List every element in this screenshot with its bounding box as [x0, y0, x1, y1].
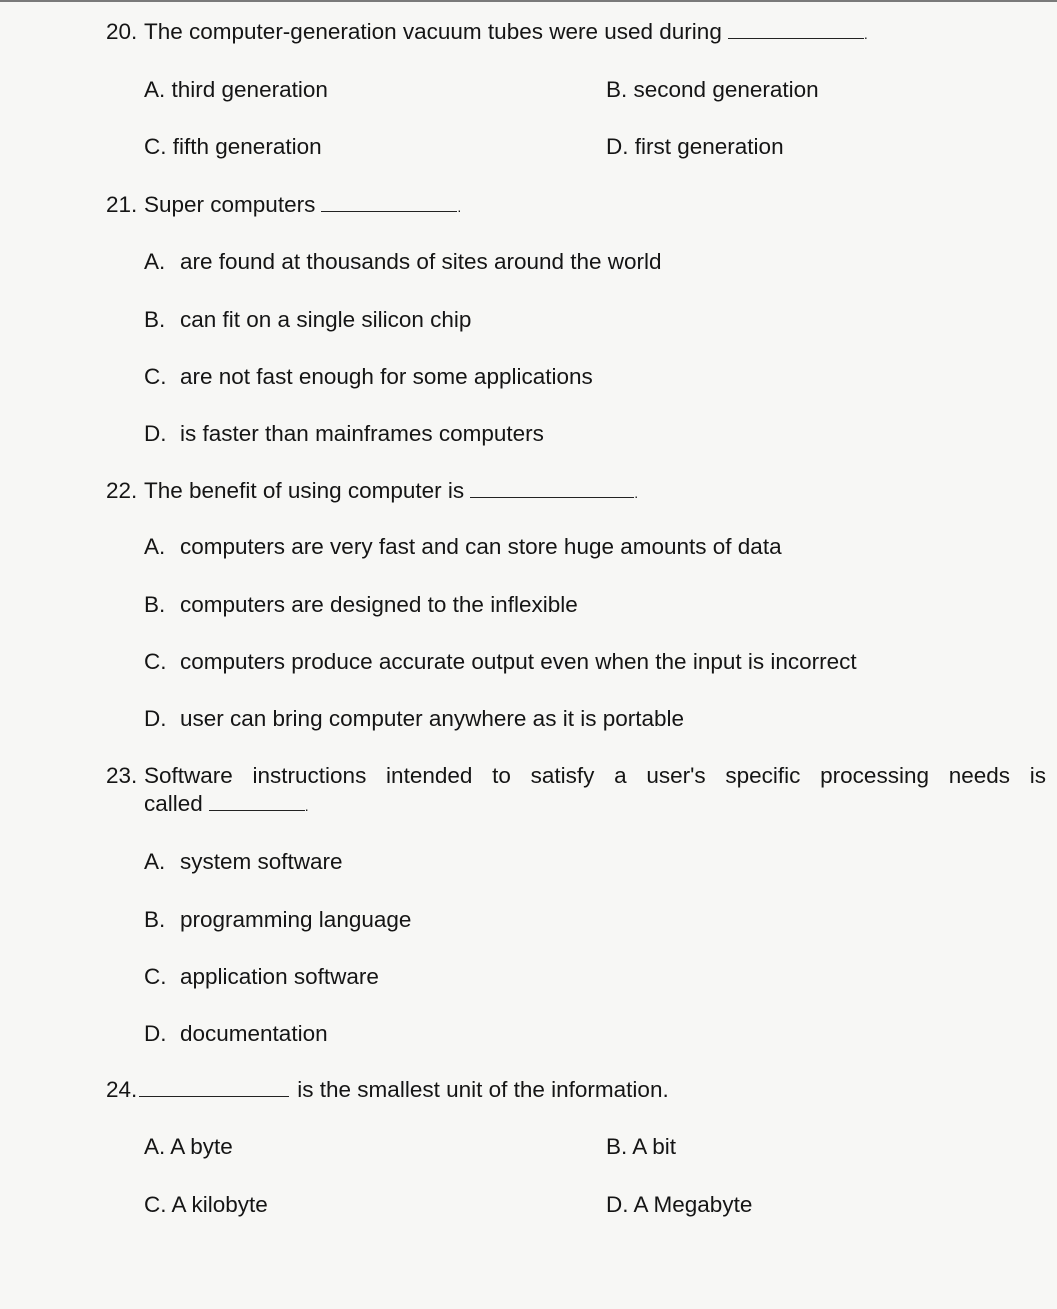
- question-22-blank: [470, 478, 634, 498]
- question-23-stem-line-1: [106, 762, 1046, 790]
- question-21-option-d-text: is faster than mainframes computers: [180, 421, 544, 446]
- question-24-blank: [139, 1077, 289, 1097]
- question-21-stem: [106, 191, 461, 221]
- question-21-text: Super computers: [144, 192, 316, 217]
- question-24-option-b: B. A bit: [606, 1134, 677, 1159]
- question-20-option-c: C. fifth generation: [144, 134, 322, 159]
- question-23-option-d: [144, 1020, 328, 1048]
- question-22-option-c-text: computers produce accurate output even when the input is incorrect: [180, 649, 857, 674]
- question-23-blank: [209, 791, 305, 811]
- question-24-text: is the smallest unit of the information.: [297, 1077, 669, 1102]
- question-20-text: The computer-generation vacuum tubes were used during: [144, 19, 722, 44]
- question-21-option-d: [144, 420, 544, 448]
- question-23-option-a-letter: A.: [144, 849, 166, 874]
- question-21-option-a-text: are found at thousands of sites around the world: [180, 249, 662, 274]
- question-22-option-b-letter: B.: [144, 592, 166, 617]
- question-22-option-d-letter: D.: [144, 706, 167, 731]
- question-21-option-b: [144, 306, 471, 334]
- question-21-period: .: [457, 199, 462, 215]
- question-23-option-d-text: documentation: [180, 1021, 328, 1046]
- question-23-text-line-1: Software instructions intended to satisfy a user's specific processing needs is: [144, 763, 1046, 788]
- question-23-option-c-letter: C.: [144, 964, 167, 989]
- question-21-option-b-letter: B.: [144, 307, 166, 332]
- question-20-number: 20.: [106, 19, 138, 44]
- question-21-blank: [321, 192, 457, 212]
- question-22-number: 22.: [106, 478, 138, 503]
- question-21-option-a: [144, 248, 662, 276]
- question-21-number: 21.: [106, 192, 138, 217]
- question-21-option-c-text: are not fast enough for some applications: [180, 364, 593, 389]
- question-24-number: 24.: [106, 1077, 138, 1102]
- question-23-number: 23.: [106, 763, 138, 788]
- question-24-stem: [106, 1076, 669, 1104]
- question-20-period: .: [863, 26, 868, 42]
- question-22-option-a-letter: A.: [144, 534, 166, 559]
- question-20-option-b: B. second generation: [606, 77, 819, 102]
- question-23-option-c: [144, 963, 379, 991]
- question-20-stem: [106, 18, 868, 48]
- top-border-line: [0, 0, 1057, 2]
- question-20-option-d: D. first generation: [606, 134, 784, 159]
- question-23-period: .: [304, 798, 309, 814]
- question-22-option-c-letter: C.: [144, 649, 167, 674]
- question-22-option-a-text: computers are very fast and can store huge amounts of data: [180, 534, 782, 559]
- question-21-option-a-letter: A.: [144, 249, 166, 274]
- question-23-option-b: [144, 906, 411, 934]
- question-23-option-b-text: programming language: [180, 907, 412, 932]
- question-24-option-d: D. A Megabyte: [606, 1192, 753, 1217]
- question-23-option-b-letter: B.: [144, 907, 166, 932]
- question-24-option-a: A. A byte: [144, 1134, 233, 1159]
- question-21-option-c-letter: C.: [144, 364, 167, 389]
- question-21-option-d-letter: D.: [144, 421, 167, 446]
- question-22-option-d-text: user can bring computer anywhere as it is portable: [180, 706, 685, 731]
- question-23-stem-line-2: [144, 790, 309, 820]
- question-23-option-d-letter: D.: [144, 1021, 167, 1046]
- question-21-option-c: [144, 363, 593, 391]
- question-22-option-d: [144, 705, 684, 733]
- question-21-option-b-text: can fit on a single silicon chip: [180, 307, 472, 332]
- question-22-option-a: [144, 533, 782, 561]
- question-23-option-a-text: system software: [180, 849, 343, 874]
- question-22-option-b-text: computers are designed to the inflexible: [180, 592, 578, 617]
- question-23-text-line-2: called: [144, 791, 203, 816]
- question-22-period: .: [634, 485, 639, 501]
- question-20-option-a: A. third generation: [144, 77, 328, 102]
- question-20-blank: [728, 19, 864, 39]
- question-23-option-a: [144, 848, 343, 876]
- question-22-stem: [106, 477, 638, 507]
- question-22-option-c: [144, 648, 857, 676]
- question-22-option-b: [144, 591, 578, 619]
- question-22-text: The benefit of using computer is: [144, 478, 465, 503]
- question-23-option-c-text: application software: [180, 964, 379, 989]
- question-24-option-c: C. A kilobyte: [144, 1192, 268, 1217]
